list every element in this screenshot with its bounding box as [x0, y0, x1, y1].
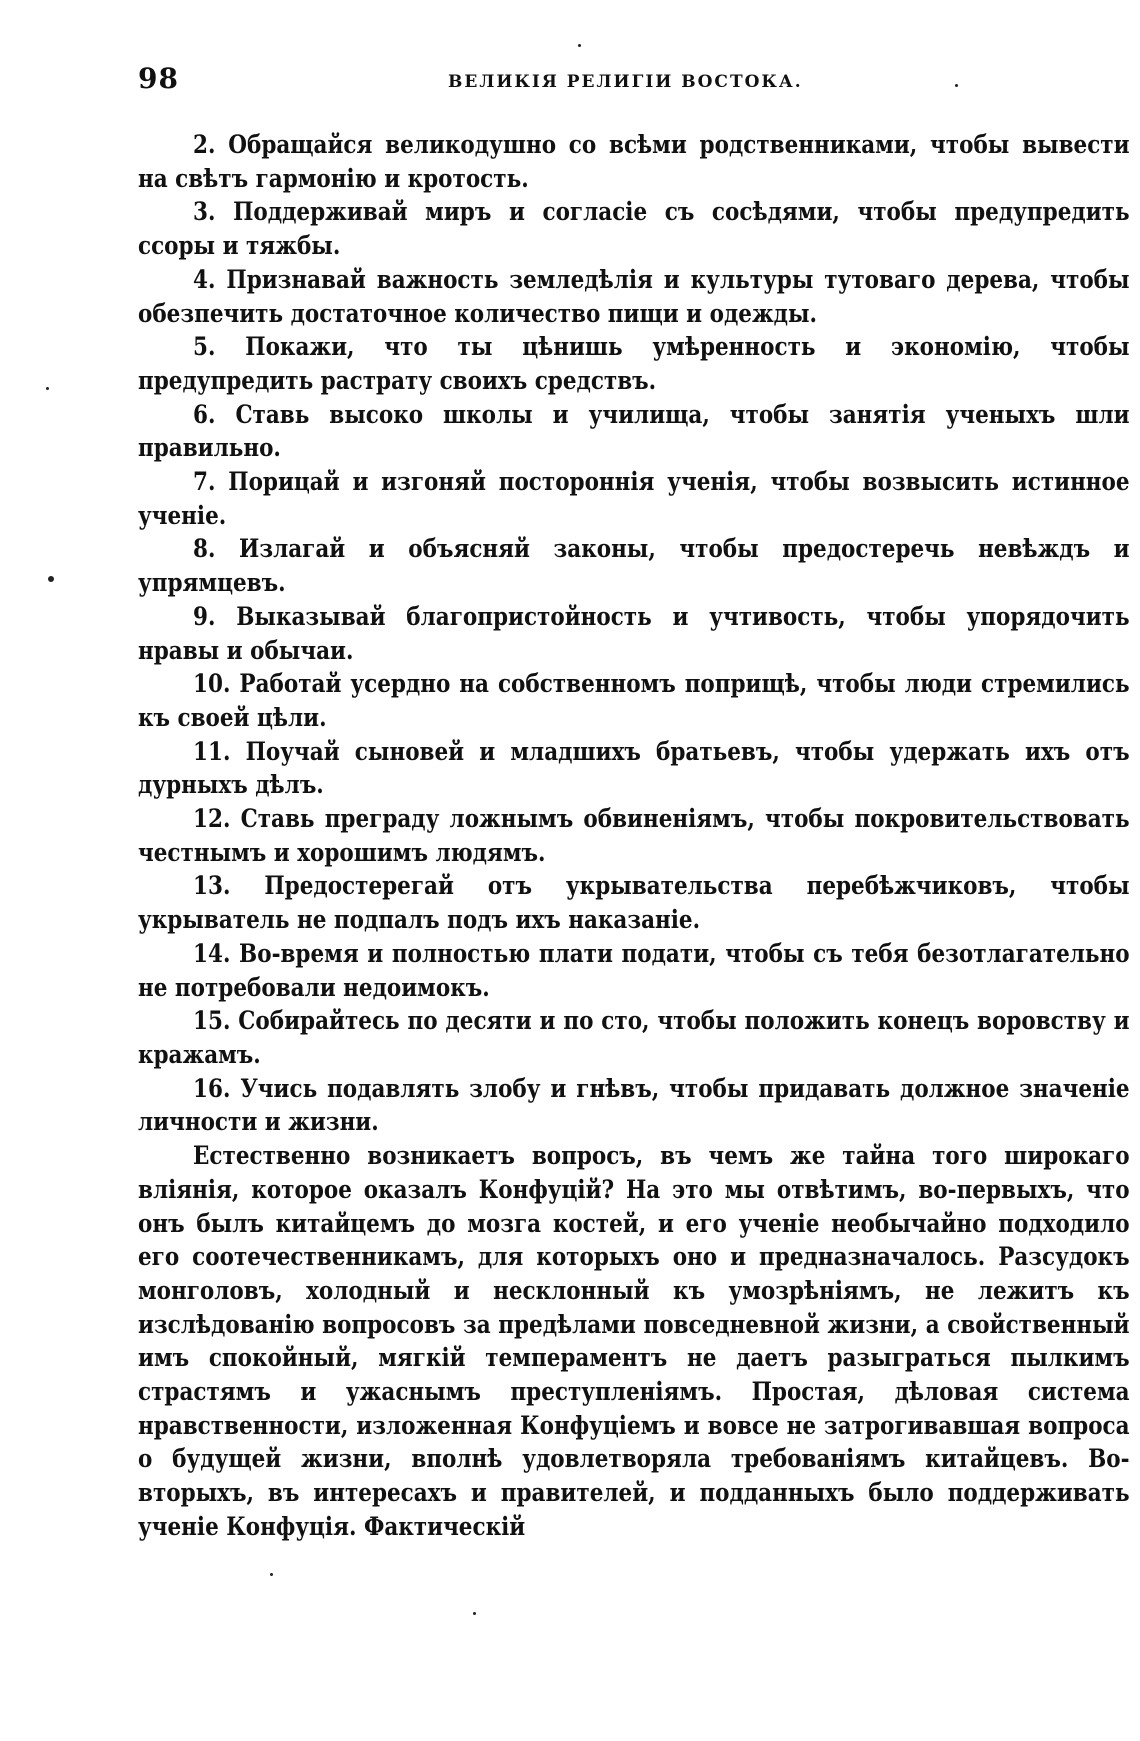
scan-speck — [46, 387, 49, 390]
page-number: 98 — [138, 62, 179, 95]
running-title: ВЕЛИКІЯ РЕЛИГІИ ВОСТОКА. — [448, 72, 803, 92]
list-item: 8. Излагай и объясняй законы, чтобы предостеречь невѣждъ и упрямцевъ. — [138, 534, 1130, 598]
list-item: 5. Покажи, что ты цѣнишь умѣренность и экономію, чтобы предупредить растрату своихъ средствъ. — [138, 332, 1130, 395]
list-item: 4. Признавай важность земледѣлія и культуры тутоваго дерева, чтобы обезпечить достаточное количество пищи и одежды. — [138, 264, 1130, 328]
scan-speck — [955, 84, 958, 87]
list-item: 15. Собирайтесь по десяти и по сто, чтобы положить конецъ воровству и кражамъ. — [138, 1006, 1130, 1069]
scan-speck — [578, 44, 581, 47]
list-item: 7. Порицай и изгоняй постороннія ученія, чтобы возвысить истинное ученіе. — [138, 467, 1130, 530]
list-item: 14. Во-время и полностью плати подати, чтобы съ тебя безотлагательно не потребовали недоимокъ. — [138, 938, 1130, 1002]
scan-speck — [473, 1612, 476, 1615]
scan-speck — [48, 576, 54, 582]
list-item: 13. Предостерегай отъ укрывательства перебѣжчиковъ, чтобы укрыватель не подпалъ подъ ихъ наказаніе. — [138, 871, 1130, 935]
list-item: 10. Работай усердно на собственномъ поприщѣ, чтобы люди стремились къ своей цѣли. — [138, 669, 1130, 732]
body-text — [138, 128, 1130, 1544]
body-paragraph: Естественно возникаетъ вопросъ, въ чемъ же тайна того широкаго вліянія, которое оказалъ Конфуцій? На это мы отвѣтимъ, во-первыхъ, что онъ былъ китайцемъ до мозга костей, и его ученіе необычайно подходило его соотечественникамъ, для которыхъ оно и предназначалось. Разсудокъ монголовъ, холодный и несклонный къ умозрѣніямъ, не лежитъ къ изслѣдованію вопросовъ за предѣлами повседневной жизни, а свойственный имъ спокойный, мягкій темпераментъ не даетъ разыграться пылкимъ страстямъ и ужаснымъ преступленіямъ. Простая, дѣловая система нравственности, изложенная Конфуціемъ и вовсе не затрогивавшая вопроса о будущей жизни, вполнѣ удовлетворяла требованіямъ китайцевъ. Во-вторыхъ, въ интересахъ и правителей, и подданныхъ было поддерживать ученіе Конфуція. Фактическій — [138, 1141, 1130, 1541]
page-header — [138, 62, 1128, 102]
list-item: 9. Выказывай благопристойность и учтивость, чтобы упорядочить нравы и обычаи. — [138, 601, 1130, 665]
list-item: 3. Поддерживай миръ и согласіе съ сосѣдями, чтобы предупредить ссоры и тяжбы. — [138, 197, 1130, 261]
list-item: 16. Учись подавлять злобу и гнѣвъ, чтобы придавать должное значеніе личности и жизни. — [138, 1073, 1130, 1137]
list-item: 2. Обращайся великодушно со всѣми родственниками, чтобы вывести на свѣтъ гармонію и кротость. — [138, 130, 1130, 193]
list-item: 12. Ставь преграду ложнымъ обвиненіямъ, чтобы покровительствовать честнымъ и хорошимъ людямъ. — [138, 804, 1130, 867]
list-item: 11. Поучай сыновей и младшихъ братьевъ, чтобы удержать ихъ отъ дурныхъ дѣлъ. — [138, 736, 1130, 800]
list-item: 6. Ставь высоко школы и училища, чтобы занятія ученыхъ шли правильно. — [138, 399, 1130, 463]
scan-speck — [270, 1573, 273, 1576]
